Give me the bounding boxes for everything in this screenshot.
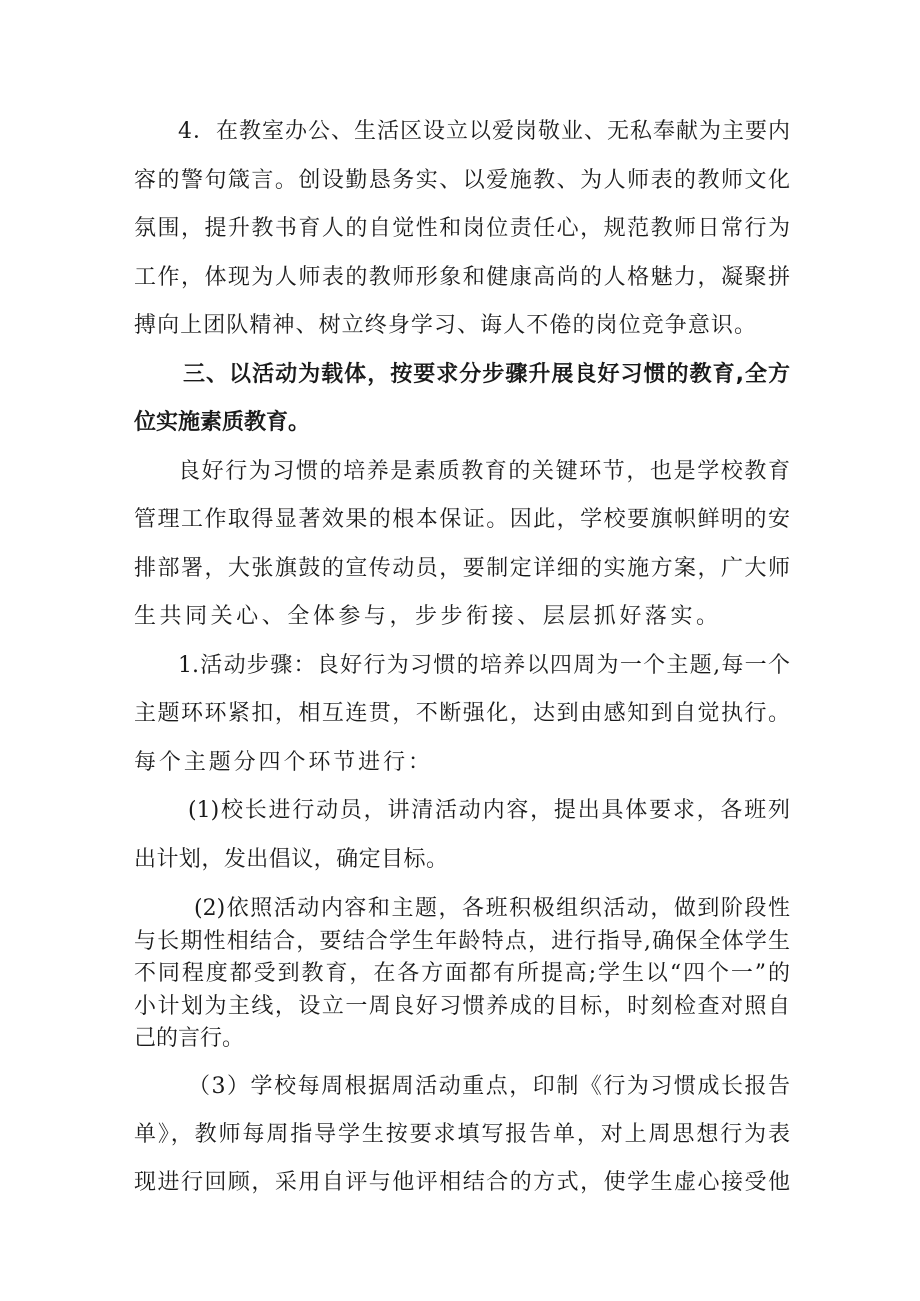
section-heading	[0, 408, 920, 438]
text-line-content: 管理工作取得显著效果的根本保证。因此，学校要旗帜鲜明的安	[134, 507, 790, 532]
text-line-content: (1)校长进行动员，讲清活动内容，提出具体要求，各班列	[188, 798, 790, 823]
text-line-content: （3）学校每周根据周活动重点，印制《行为习惯成长报告	[188, 1074, 790, 1099]
text-line-content: 现进行回顾，采用自评与他评相结合的方式，使学生虚心接受他	[134, 1170, 790, 1195]
text-line-content: 生共同关心、全体参与，步步衔接、层层抓好落实。	[134, 604, 718, 629]
text-line	[0, 311, 920, 341]
text-line-content: 主题环环紧扣，相互连贯，不断强化，达到由感知到自觉执行。	[134, 701, 790, 726]
text-line	[0, 651, 920, 681]
text-line-content: 己的言行。	[134, 1026, 245, 1051]
text-line	[0, 796, 920, 826]
text-line	[0, 699, 920, 729]
text-line-content: 单》，教师每周指导学生按要求填写报告单，对上周思想行为表	[134, 1122, 790, 1147]
text-line	[0, 992, 920, 1022]
text-line-content: 工作，体现为人师表的教师形象和健康高尚的人格魅力，凝聚拼	[134, 265, 790, 290]
text-line	[0, 117, 920, 147]
section-heading	[0, 360, 920, 390]
text-line	[0, 166, 920, 196]
text-line	[0, 214, 920, 244]
text-line-content: 容的警句箴言。创设勤恳务实、以爱施教、为人师表的教师文化	[134, 168, 790, 193]
text-line-content: 出计划，发出倡议，确定目标。	[134, 847, 448, 872]
text-line	[0, 1072, 920, 1102]
text-line	[0, 457, 920, 487]
text-line-content: 与长期性相结合，要结合学生年龄特点，进行指导,确保全体学生	[134, 929, 790, 954]
text-line-content: 搏向上团队精神、树立终身学习、诲人不倦的岗位竞争意识。	[134, 313, 756, 338]
text-line	[0, 263, 920, 293]
text-line-content: 1.活动步骤：良好行为习惯的培养以四周为一个主题,每一个	[178, 653, 790, 678]
text-line-content: 小计划为主线，设立一周良好习惯养成的目标，时刻检查对照自	[134, 994, 790, 1019]
text-line-content: 良好行为习惯的培养是素质教育的关键环节，也是学校教育	[178, 459, 790, 484]
text-line	[0, 894, 920, 924]
text-line	[0, 505, 920, 535]
text-line-content: (2)依照活动内容和主题，各班积极组织活动，做到阶段性	[194, 896, 790, 921]
text-line	[0, 927, 920, 957]
text-line	[0, 845, 920, 875]
text-line-content: 不同程度都受到教育，在各方面都有所提高;学生以“四个一”的	[134, 961, 790, 986]
text-line	[0, 748, 920, 778]
text-line	[0, 554, 920, 584]
text-line	[0, 602, 920, 632]
text-line	[0, 959, 920, 989]
text-line	[0, 1120, 920, 1150]
text-line	[0, 1168, 920, 1198]
text-line	[0, 1024, 920, 1054]
section-heading-line: 位实施素质教育。	[134, 410, 311, 435]
text-line-content: 排部署，大张旗鼓的宣传动员，要制定详细的实施方案，广大师	[134, 556, 790, 581]
text-line-content: 氛围，提升教书育人的自觉性和岗位责任心，规范教师日常行为	[134, 216, 790, 241]
section-heading-line: 三、以活动为载体，按要求分步骤升展良好习惯的教育,全方	[183, 362, 790, 387]
text-line-content: 4．在教室办公、生活区设立以爱岗敬业、无私奉献为主要内	[178, 119, 790, 144]
text-line-content: 每个主题分四个环节进行：	[134, 750, 430, 775]
